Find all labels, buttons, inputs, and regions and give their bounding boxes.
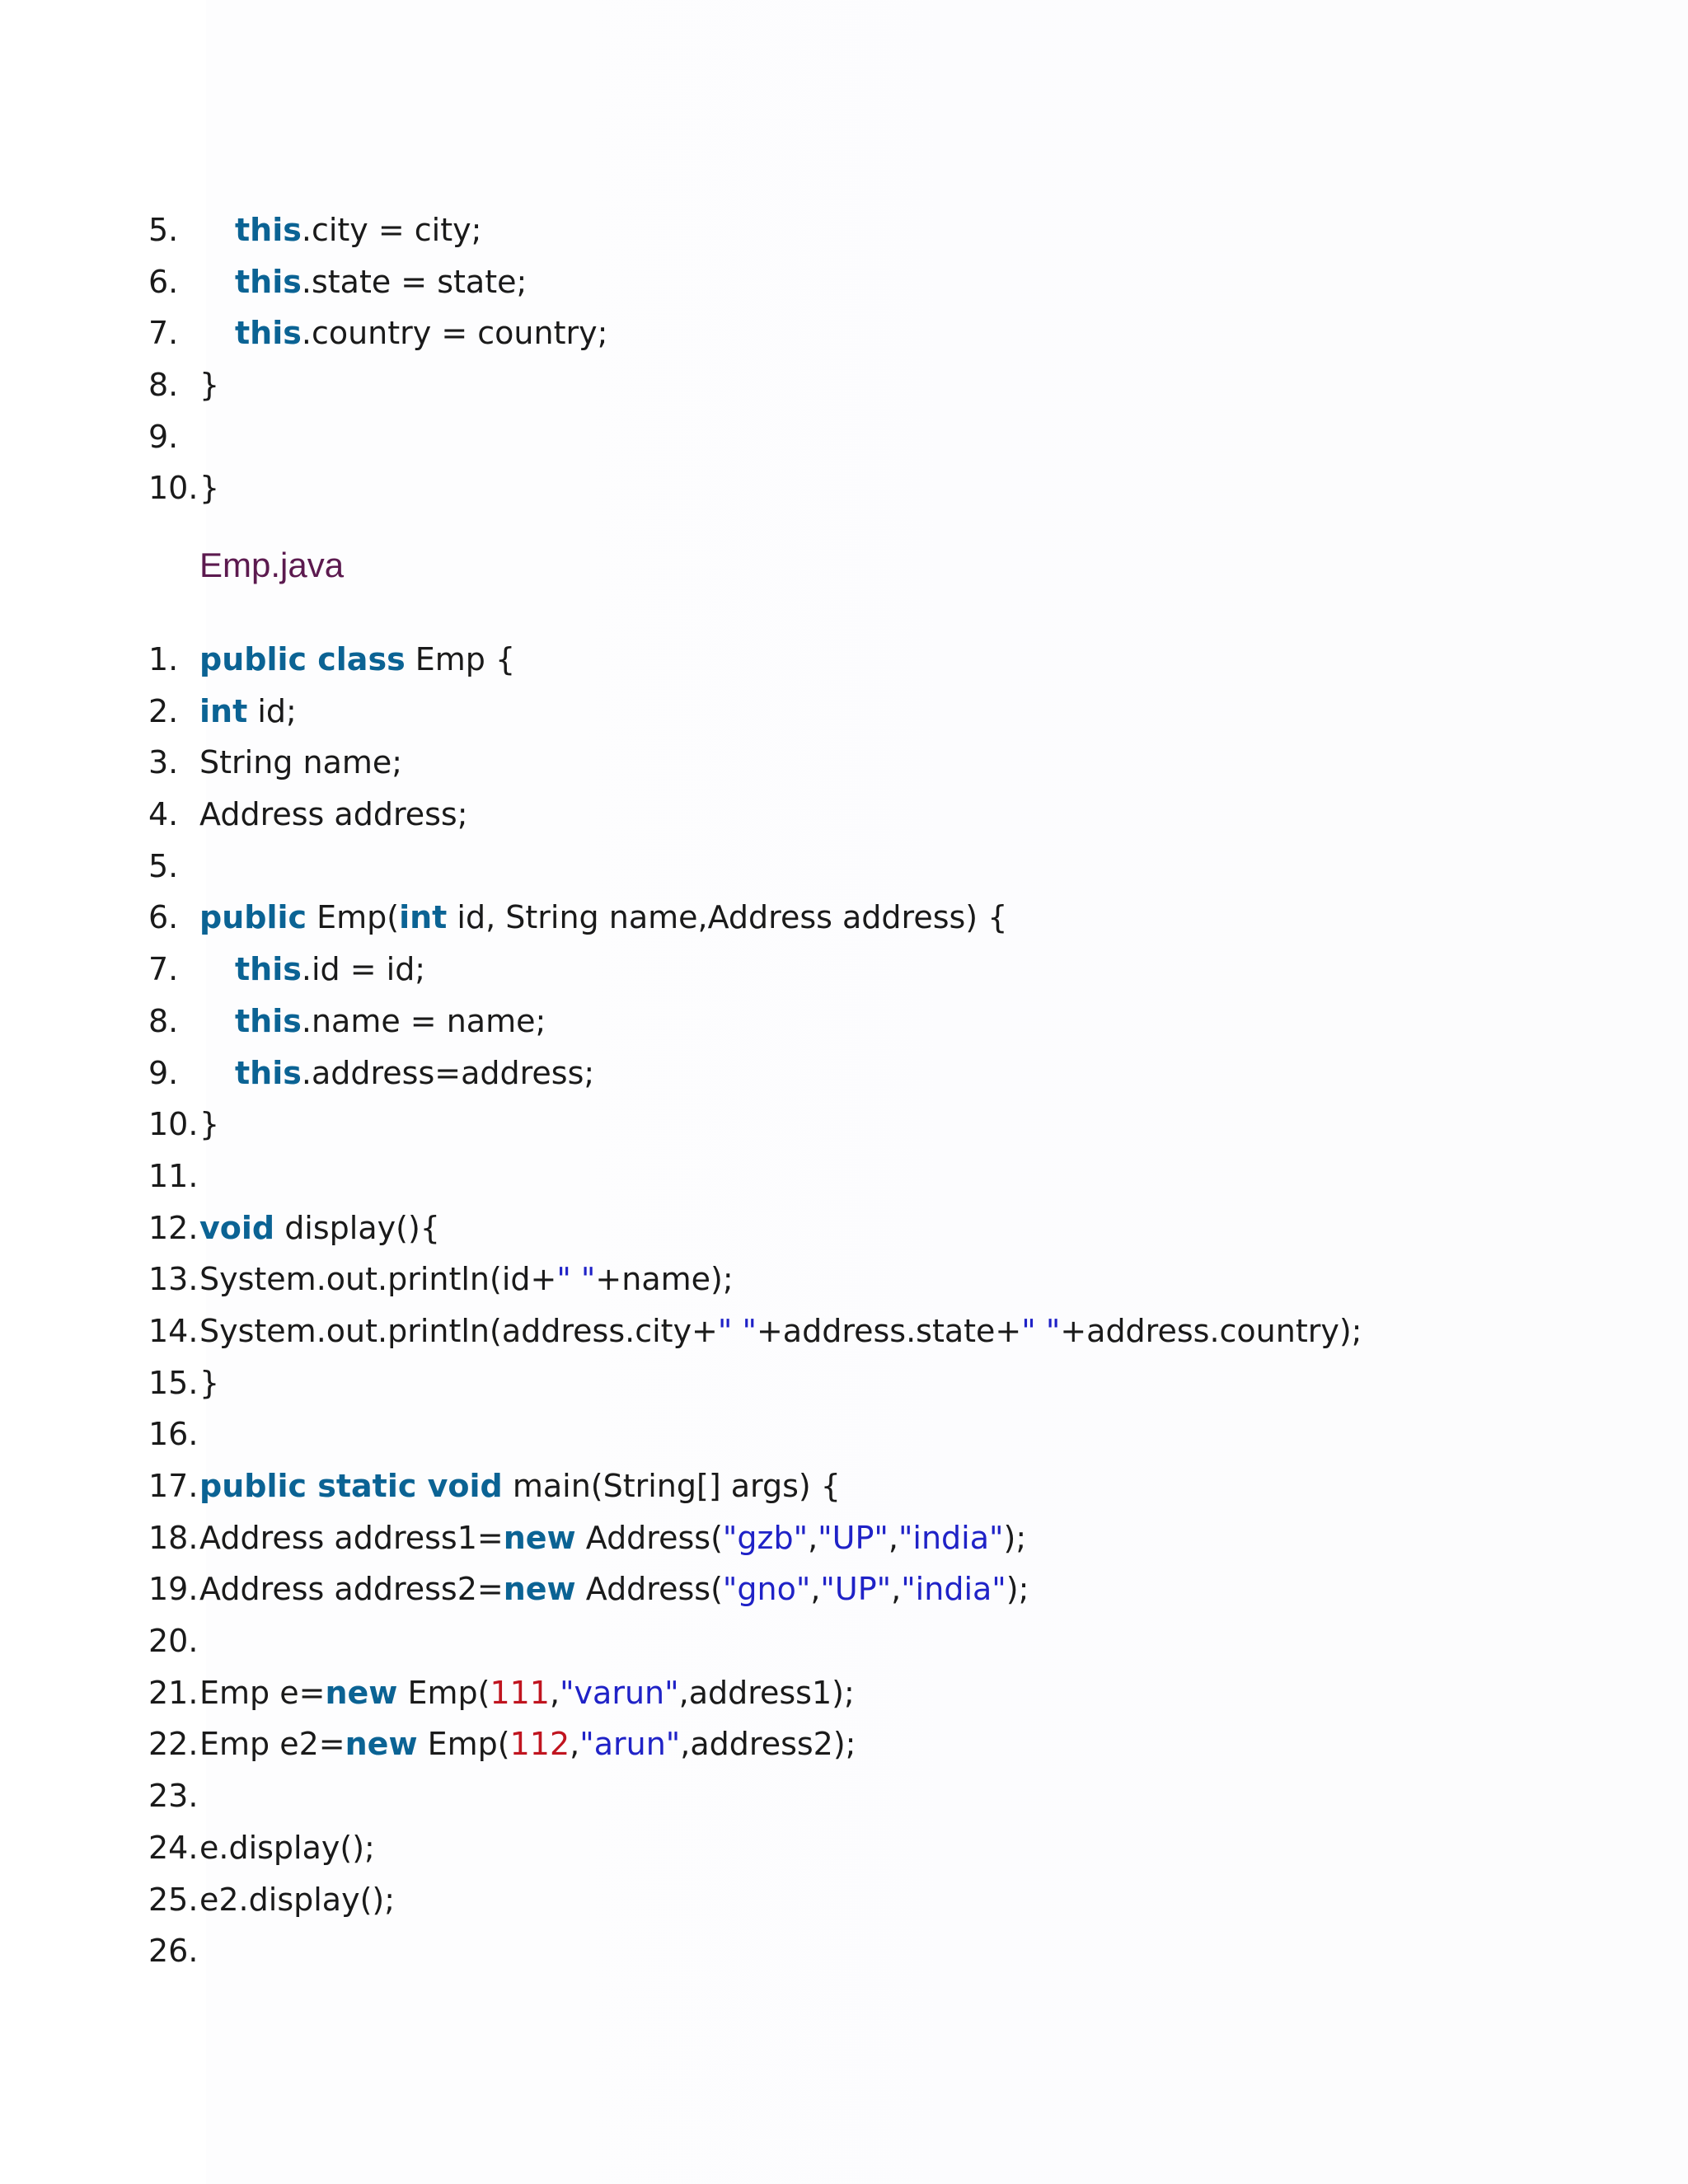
code-line — [148, 1563, 1029, 1615]
code-token: ); — [1006, 1571, 1029, 1608]
line-number: 5. — [148, 847, 179, 884]
code-text — [199, 462, 219, 514]
code-line — [148, 686, 297, 738]
line-number: 3. — [148, 744, 179, 781]
line-number: 6. — [148, 263, 179, 300]
code-line — [148, 841, 199, 893]
line-number: 18. — [148, 1519, 199, 1556]
keyword-token: void — [199, 1209, 275, 1246]
code-text — [199, 1357, 219, 1409]
code-token: +address.state+ — [756, 1312, 1022, 1349]
code-line — [148, 1822, 375, 1874]
string-literal-token: " " — [556, 1261, 596, 1298]
string-literal-token: "arun" — [579, 1726, 681, 1763]
code-token: } — [199, 367, 220, 404]
string-literal-token: "varun" — [560, 1674, 679, 1711]
line-number: 12. — [148, 1209, 199, 1246]
code-token: Address address2= — [199, 1571, 504, 1608]
number-literal-token: 112 — [509, 1726, 570, 1763]
code-line — [148, 634, 516, 686]
keyword-token: public static void — [199, 1468, 503, 1504]
code-token: e2.display(); — [199, 1881, 396, 1918]
string-literal-token: "india" — [901, 1571, 1006, 1608]
code-text — [199, 1822, 375, 1874]
code-text — [235, 1047, 594, 1099]
code-line — [148, 256, 528, 308]
code-text — [199, 1460, 841, 1512]
code-token: Emp( — [397, 1674, 490, 1711]
code-block-address-tail — [148, 204, 608, 514]
keyword-token: this — [235, 263, 302, 300]
code-text — [199, 359, 219, 411]
keyword-token: public class — [199, 641, 406, 677]
code-line — [148, 1874, 396, 1926]
code-token: Address address1= — [199, 1519, 504, 1556]
code-line — [148, 1151, 199, 1202]
code-text — [199, 1667, 855, 1719]
line-number: 21. — [148, 1674, 199, 1711]
line-number: 2. — [148, 692, 179, 729]
line-number: 7. — [148, 951, 179, 988]
code-text — [199, 1202, 440, 1254]
code-token: System.out.println(address.city+ — [199, 1312, 718, 1349]
line-number: 24. — [148, 1829, 199, 1866]
line-number: 20. — [148, 1623, 199, 1660]
code-line — [148, 1254, 734, 1305]
keyword-token: this — [235, 1054, 302, 1091]
code-token: System.out.println(id+ — [199, 1261, 557, 1298]
code-line — [148, 1770, 199, 1822]
line-number: 25. — [148, 1881, 199, 1918]
code-token: ); — [1003, 1519, 1027, 1556]
code-token: main(String[] args) { — [502, 1468, 841, 1504]
code-text — [199, 1874, 395, 1926]
keyword-token: new — [503, 1519, 576, 1556]
line-number: 26. — [148, 1933, 199, 1970]
number-literal-token: 111 — [490, 1674, 550, 1711]
code-token: .name = name; — [301, 1002, 546, 1039]
keyword-token: int — [199, 692, 248, 729]
line-number: 8. — [148, 367, 179, 404]
keyword-token: this — [235, 1002, 302, 1039]
code-token: , — [808, 1519, 818, 1556]
code-line — [148, 1047, 595, 1099]
code-token: Emp e2= — [199, 1726, 345, 1763]
code-token: String name; — [199, 744, 403, 781]
code-line — [148, 411, 199, 463]
string-literal-token: "UP" — [818, 1519, 889, 1556]
code-line — [148, 1925, 199, 1977]
code-text — [199, 1254, 734, 1305]
line-number: 1. — [148, 641, 179, 677]
code-token: } — [199, 470, 220, 507]
code-text — [235, 204, 481, 256]
code-token: Emp e= — [199, 1674, 326, 1711]
code-token: .country = country; — [301, 315, 608, 352]
code-line — [148, 892, 1008, 944]
code-line — [148, 1357, 220, 1409]
code-text — [199, 1718, 856, 1770]
line-number: 6. — [148, 899, 179, 936]
code-token: .id = id; — [301, 951, 426, 988]
code-token: Address address; — [199, 796, 468, 833]
keyword-token: new — [325, 1674, 398, 1711]
code-text — [199, 634, 515, 686]
code-token: , — [888, 1519, 898, 1556]
keyword-token: this — [235, 315, 302, 352]
code-line — [148, 1460, 841, 1512]
code-text — [235, 996, 546, 1047]
code-token: +address.country); — [1060, 1312, 1362, 1349]
code-text — [235, 944, 425, 996]
string-literal-token: "gno" — [722, 1571, 811, 1608]
keyword-token: int — [399, 899, 448, 936]
line-number: 23. — [148, 1778, 199, 1815]
keyword-token: this — [235, 212, 302, 248]
file-title: Emp.java — [199, 546, 345, 584]
code-token: e.display(); — [199, 1829, 375, 1866]
string-literal-token: " " — [1021, 1312, 1061, 1349]
code-line — [148, 1305, 1362, 1357]
keyword-token: this — [235, 951, 302, 988]
code-text — [199, 789, 468, 841]
code-line — [148, 1408, 199, 1460]
code-token: Address( — [575, 1571, 723, 1608]
code-line — [148, 1718, 856, 1770]
line-number: 8. — [148, 1002, 179, 1039]
code-text — [199, 892, 1007, 944]
code-token: ,address2); — [680, 1726, 856, 1763]
keyword-token: new — [503, 1571, 576, 1608]
code-line — [148, 1512, 1027, 1564]
keyword-token: public — [199, 899, 307, 936]
line-number: 5. — [148, 212, 179, 248]
code-line — [148, 359, 220, 411]
line-number: 17. — [148, 1468, 199, 1504]
code-line — [148, 307, 608, 359]
code-text — [235, 307, 607, 359]
code-line — [148, 462, 220, 514]
code-block-emp — [148, 634, 1362, 1977]
line-number: 7. — [148, 315, 179, 352]
line-number: 11. — [148, 1157, 199, 1194]
code-text — [199, 1512, 1026, 1564]
code-token: id, String name,Address address) { — [447, 899, 1008, 936]
line-number: 9. — [148, 418, 179, 455]
code-line — [148, 1615, 199, 1667]
line-number: 22. — [148, 1726, 199, 1763]
code-line — [148, 1667, 855, 1719]
code-text — [199, 737, 402, 789]
code-token: ,address1); — [678, 1674, 855, 1711]
line-number: 9. — [148, 1054, 179, 1091]
code-token: +name); — [595, 1261, 734, 1298]
string-literal-token: "india" — [898, 1519, 1004, 1556]
code-token: , — [891, 1571, 902, 1608]
line-number: 4. — [148, 796, 179, 833]
code-token: .state = state; — [301, 263, 528, 300]
code-line — [148, 996, 546, 1047]
code-token: } — [199, 1364, 220, 1401]
code-line — [148, 789, 468, 841]
code-text — [199, 1099, 219, 1151]
line-number: 13. — [148, 1261, 199, 1298]
code-token: } — [199, 1106, 220, 1143]
code-text — [235, 256, 527, 308]
code-token: .address=address; — [301, 1054, 595, 1091]
code-line — [148, 944, 426, 996]
keyword-token: new — [345, 1726, 418, 1763]
code-line — [148, 204, 482, 256]
code-token: display(){ — [274, 1209, 440, 1246]
code-text — [199, 686, 297, 738]
line-number: 15. — [148, 1364, 199, 1401]
code-token: id; — [247, 692, 297, 729]
code-text — [199, 1563, 1029, 1615]
code-token: , — [810, 1571, 821, 1608]
string-literal-token: "gzb" — [722, 1519, 809, 1556]
code-text — [199, 1305, 1362, 1357]
line-number: 14. — [148, 1312, 199, 1349]
code-token: , — [570, 1726, 580, 1763]
code-line — [148, 737, 403, 789]
code-token: Emp { — [405, 641, 516, 677]
line-number: 10. — [148, 1106, 199, 1143]
line-number: 10. — [148, 470, 199, 507]
string-literal-token: " " — [717, 1312, 757, 1349]
string-literal-token: "UP" — [820, 1571, 892, 1608]
code-token: Emp( — [417, 1726, 510, 1763]
code-token: Emp( — [307, 899, 400, 936]
code-token: .city = city; — [301, 212, 482, 248]
line-number: 19. — [148, 1571, 199, 1608]
code-token: Address( — [575, 1519, 723, 1556]
code-line — [148, 1099, 220, 1151]
line-number: 16. — [148, 1416, 199, 1453]
code-line — [148, 1202, 440, 1254]
code-token: , — [549, 1674, 560, 1711]
